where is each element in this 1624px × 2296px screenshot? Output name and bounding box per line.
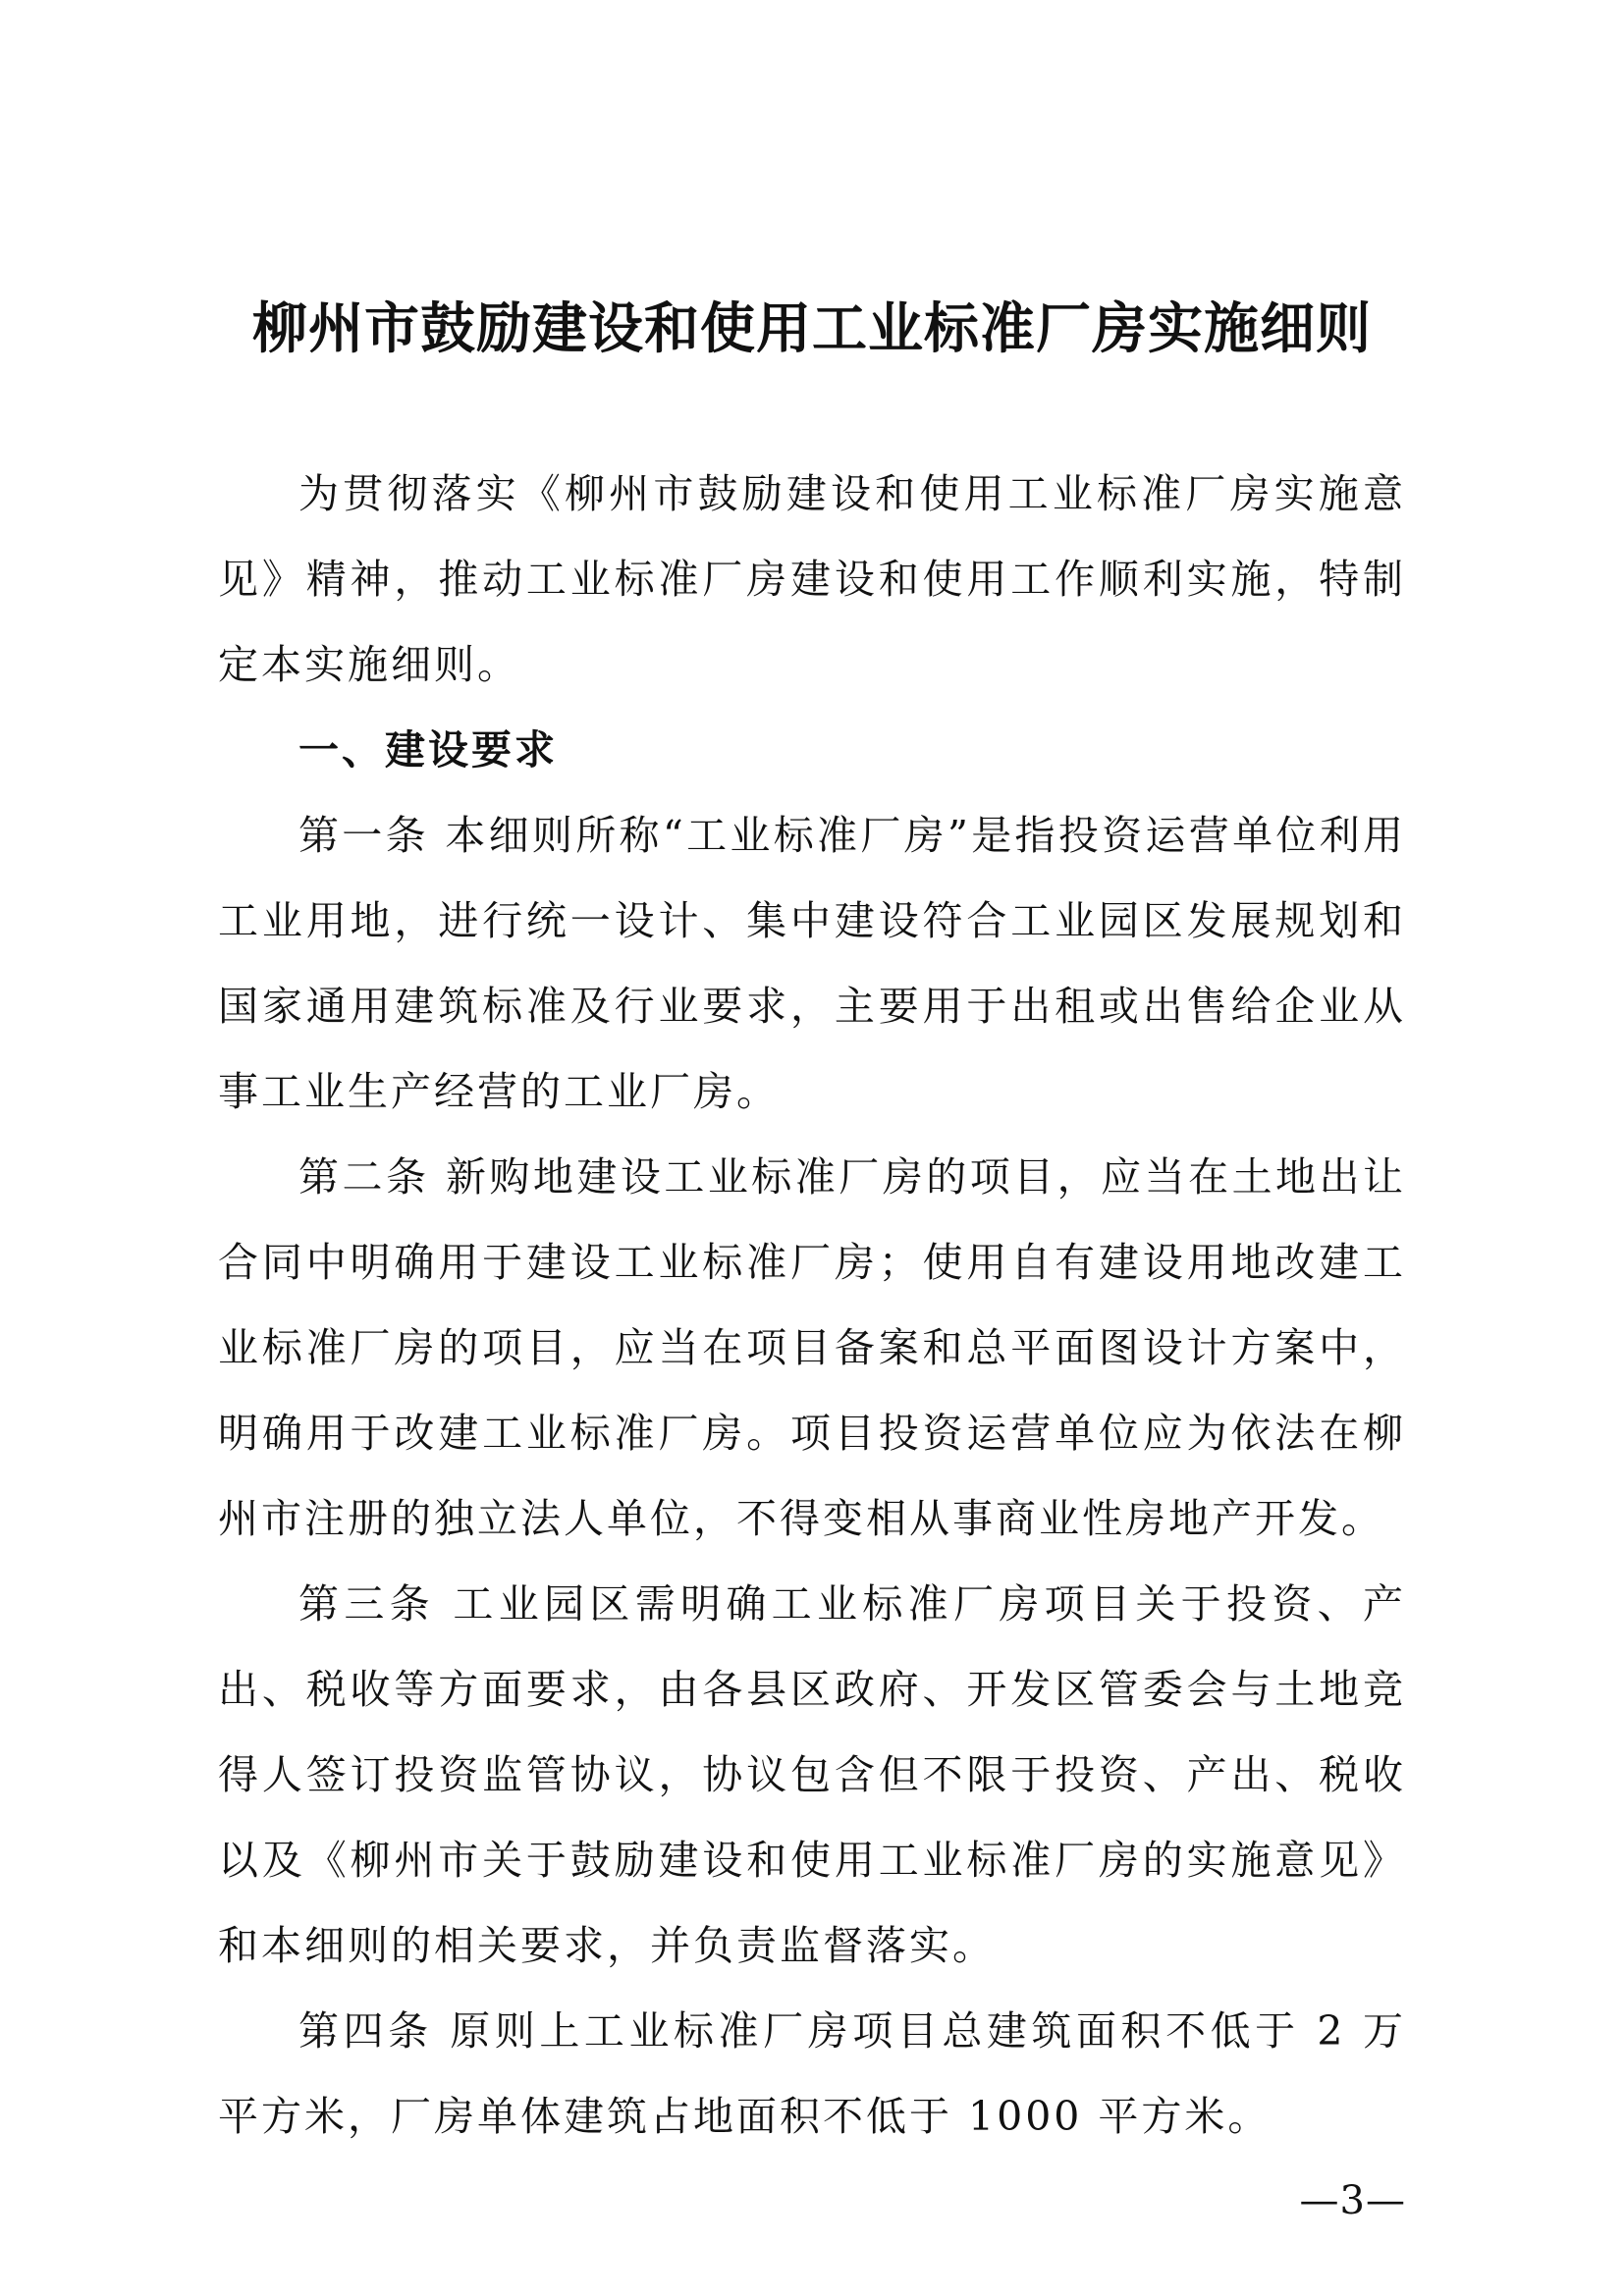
article-1-paragraph: 第一条 本细则所称“工业标准厂房”是指投资运营单位利用工业用地，进行统一设计、集中建设符合工业园区发展规划和国家通用建筑标准及行业要求，主要用于出租或出售给企业从事工业生产经营的工业厂房。 [218, 812, 1406, 1115]
article-2-paragraph: 第二条 新购地建设工业标准厂房的项目，应当在土地出让合同中明确用于建设工业标准厂房；使用自有建设用地改建工业标准厂房的项目，应当在项目备案和总平面图设计方案中，明确用于改建工业标准厂房。项目投资运营单位应为依法在柳州市注册的独立法人单位，不得变相从事商业性房地产开发。 [218, 1153, 1406, 1542]
article-4-paragraph: 第四条 原则上工业标准厂房项目总建筑面积不低于 2 万平方米，厂房单体建筑占地面积不低于 1000 平方米。 [218, 2007, 1406, 2140]
article-3-paragraph: 第三条 工业园区需明确工业标准厂房项目关于投资、产出、税收等方面要求，由各县区政府、开发区管委会与土地竞得人签订投资监管协议，协议包含但不限于投资、产出、税收以及《柳州市关于鼓励建设和使用工业标准厂房的实施意见》和本细则的相关要求，并负责监督落实。 [218, 1580, 1406, 1969]
section-heading: 一、建设要求 [298, 726, 558, 774]
document-body [218, 452, 1406, 2160]
document-title: 柳州市鼓励建设和使用工业标准厂房实施细则 [252, 297, 1372, 361]
intro-paragraph: 为贯彻落实《柳州市鼓励建设和使用工业标准厂房实施意见》精神，推动工业标准厂房建设和使用工作顺利实施，特制定本实施细则。 [218, 470, 1406, 688]
page-number: —3— [1299, 2178, 1406, 2223]
